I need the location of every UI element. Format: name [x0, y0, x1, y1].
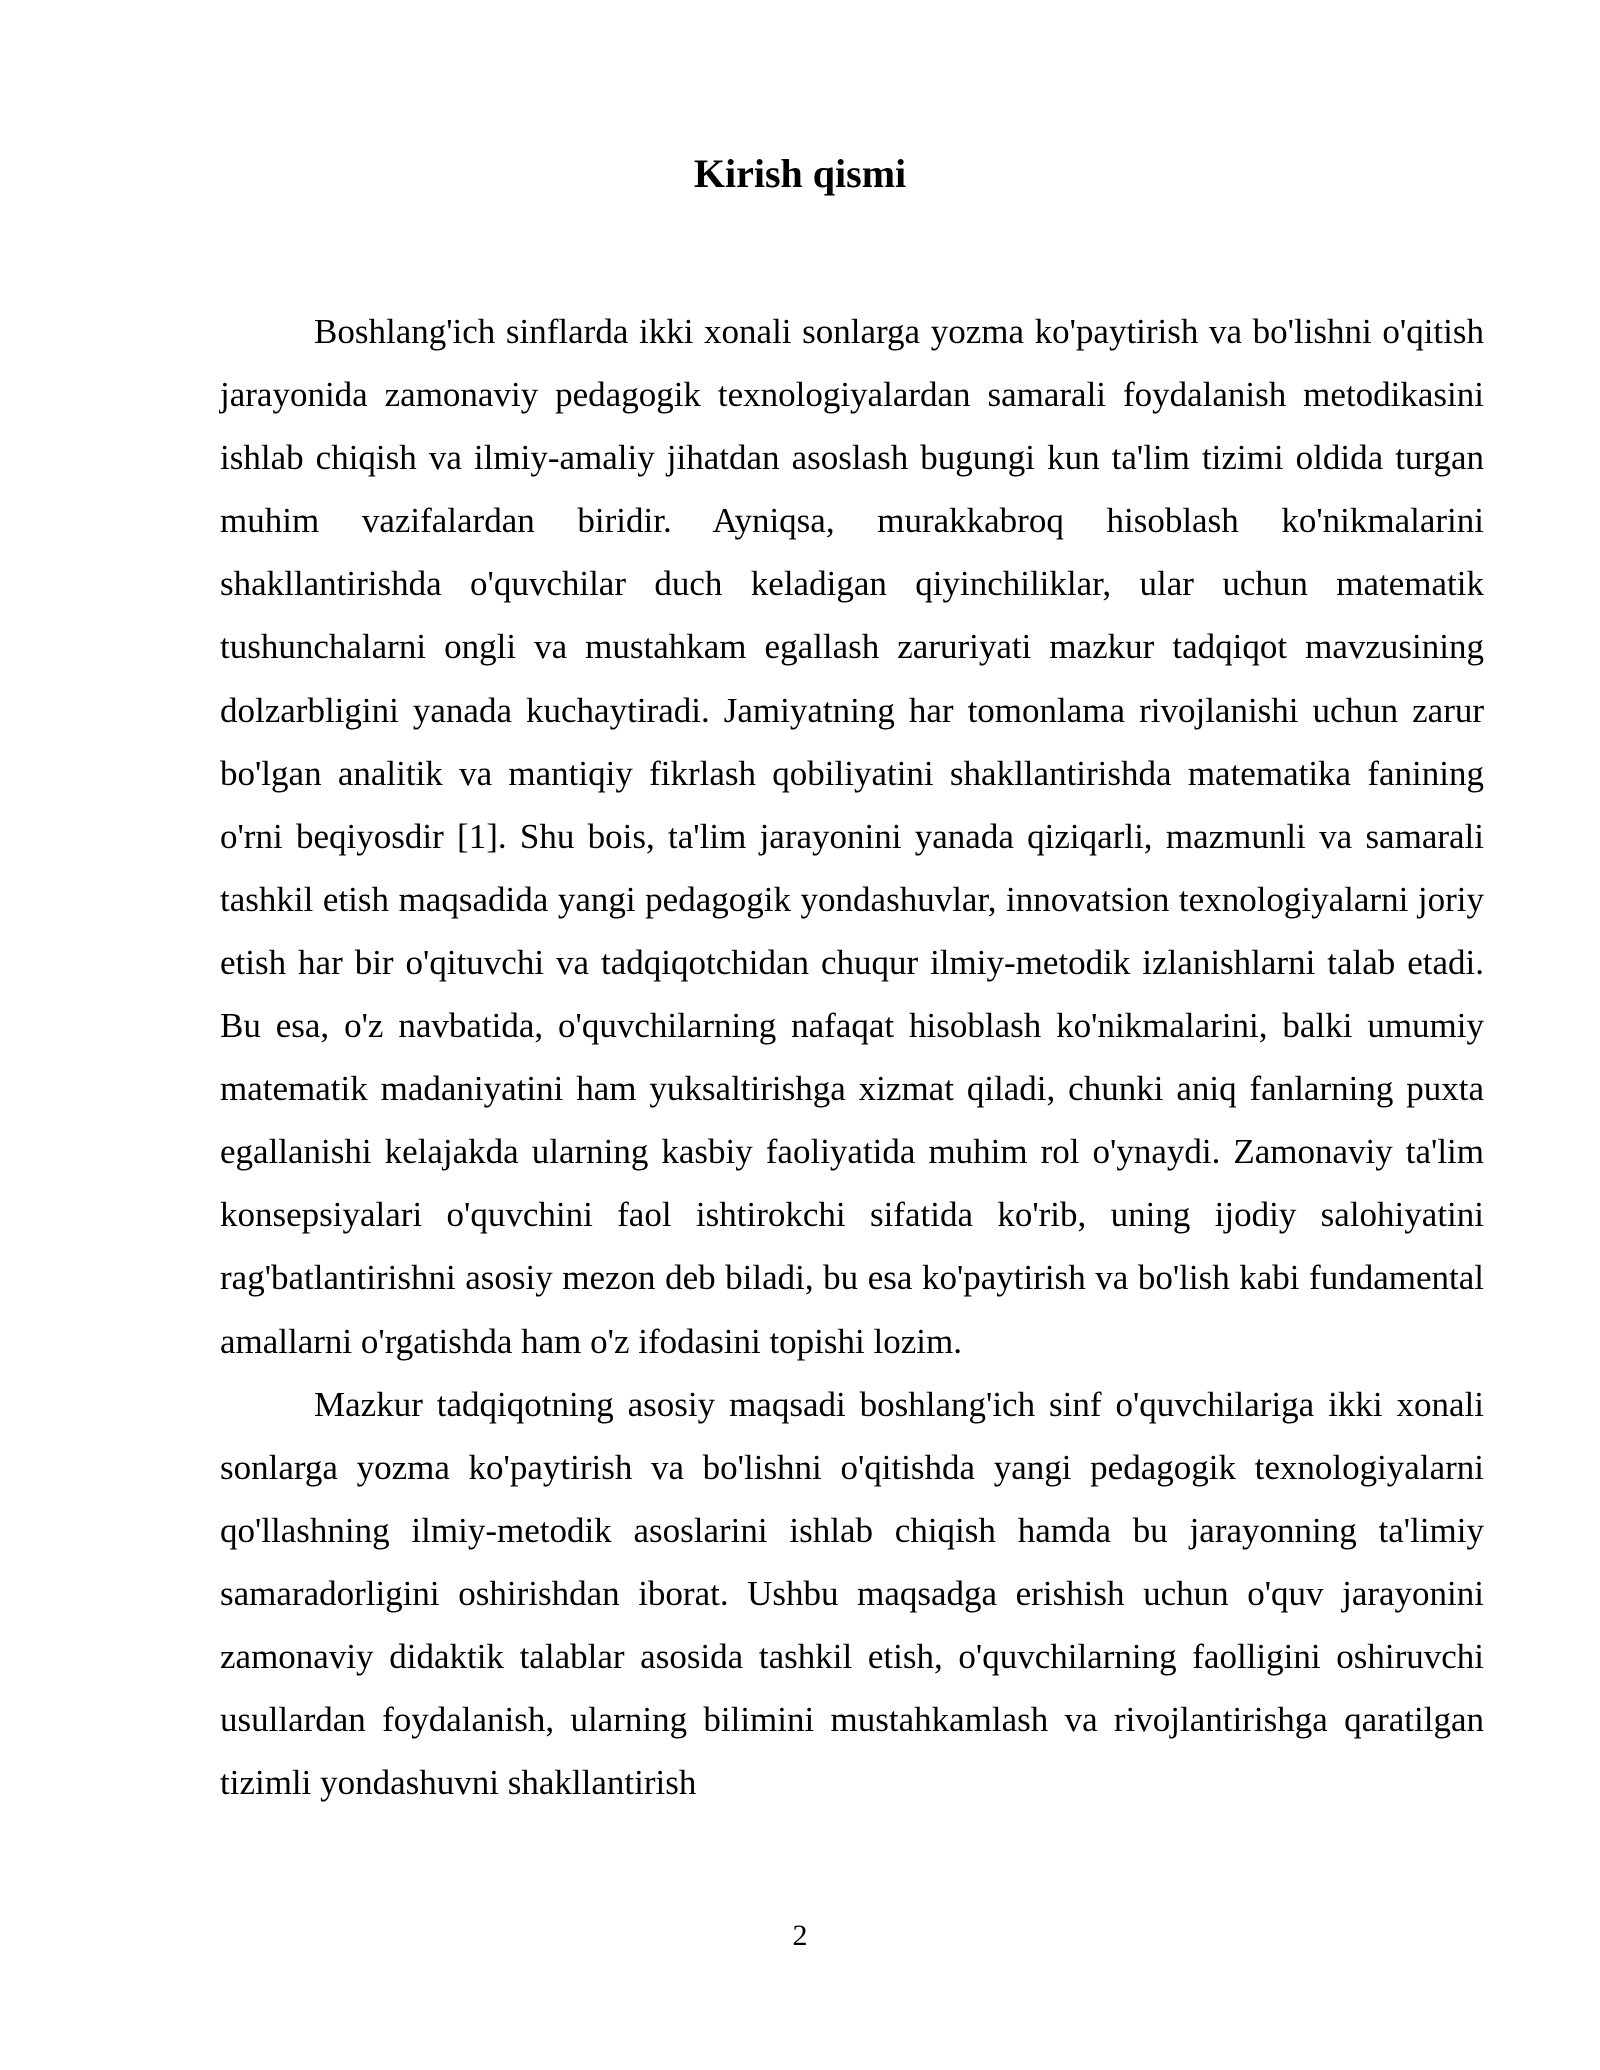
- page-number: 2: [792, 1919, 808, 1952]
- body-text: [220, 300, 1484, 1814]
- paragraph-1: Boshlang'ich sinflarda ikki xonali sonlarga yozma ko'paytirish va bo'lishni o'qitish jarayonida zamonaviy pedagogik texnologiyalardan samarali foydalanish metodikasini ishlab chiqish va ilmiy-amaliy jihatdan asoslash bugungi kun ta'lim tizimi oldida turgan muhim vazifalardan biridir. Ayniqsa, murakkabroq hisoblash ko'nikmalarini shakllantirishda o'quvchilar duch keladigan qiyinchiliklar, ular uchun matematik tushunchalarni ongli va mustahkam egallash zaruriyati mazkur tadqiqot mavzusining dolzarbligini yanada kuchaytiradi. Jamiyatning har tomonlama rivojlanishi uchun zarur bo'lgan analitik va mantiqiy fikrlash qobiliyatini shakllantirishda matematika fanining o'rni beqiyosdir [1]. Shu bois, ta'lim jarayonini yanada qiziqarli, mazmunli va samarali tashkil etish maqsadida yangi pedagogik yondashuvlar, innovatsion texnologiyalarni joriy etish har bir o'qituvchi va tadqiqotchidan chuqur ilmiy-metodik izlanishlarni talab etadi. Bu esa, o'z navbatida, o'quvchilarning nafaqat hisoblash ko'nikmalarini, balki umumiy matematik madaniyatini ham yuksaltirishga xizmat qiladi, chunki aniq fanlarning puxta egallanishi kelajakda ularning kasbiy faoliyatida muhim rol o'ynaydi. Zamonaviy ta'lim konsepsiyalari o'quvchini faol ishtirokchi sifatida ko'rib, uning ijodiy salohiyatini rag'batlantirishni asosiy mezon deb biladi, bu esa ko'paytirish va bo'lish kabi fundamental amallarni o'rgatishda ham o'z ifodasini topishi lozim.: [220, 312, 1484, 1361]
- page-title: Kirish qismi: [693, 151, 907, 196]
- paragraph-2: Mazkur tadqiqotning asosiy maqsadi boshlang'ich sinf o'quvchilariga ikki xonali sonlarga yozma ko'paytirish va bo'lishni o'qitishda yangi pedagogik texnologiyalarni qo'llashning ilmiy-metodik asoslarini ishlab chiqish hamda bu jarayonning ta'limiy samaradorligini oshirishdan iborat. Ushbu maqsadga erishish uchun o'quv jarayonini zamonaviy didaktik talablar asosida tashkil etish, o'quvchilarning faolligini oshiruvchi usullardan foydalanish, ularning bilimini mustahkamlash va rivojlantirishga qaratilgan tizimli yondashuvni shakllantirish: [220, 1384, 1484, 1803]
